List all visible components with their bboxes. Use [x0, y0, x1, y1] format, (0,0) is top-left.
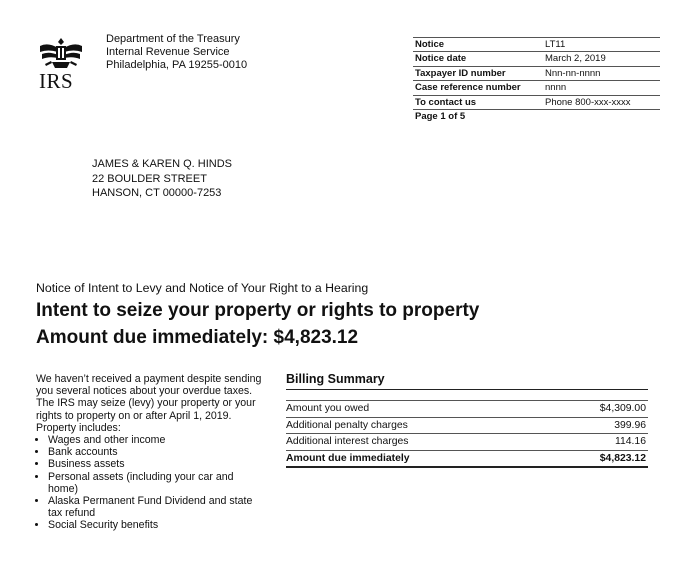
- taxpayer-id-row: [413, 67, 660, 81]
- department-line: Department of the Treasury: [106, 33, 240, 45]
- recipient-address: [92, 157, 232, 201]
- page-title: Intent to seize your property or rights to property: [36, 300, 480, 321]
- case-reference-row: [413, 81, 660, 95]
- notice-row: [413, 37, 660, 52]
- sender-address: [106, 33, 247, 72]
- contact-label: To contact us: [415, 96, 477, 108]
- property-list: [36, 434, 266, 532]
- billing-label: Additional interest charges: [286, 436, 409, 447]
- billing-summary-title: Billing Summary: [286, 372, 648, 390]
- billing-amount: $4,309.00: [599, 403, 646, 414]
- eagle-emblem-icon: [36, 36, 86, 70]
- notice-body: [36, 373, 266, 532]
- notice-subtitle: Notice of Intent to Levy and Notice of Your Right to a Hearing: [36, 281, 369, 295]
- table-row: [286, 434, 648, 451]
- notice-value: LT11: [545, 39, 566, 50]
- notice-info-table: [413, 37, 660, 122]
- recipient-street: 22 BOULDER STREET: [92, 172, 207, 185]
- billing-table: [286, 400, 648, 468]
- list-item: • Bank accounts: [48, 446, 266, 458]
- notice-date-label: Notice date: [415, 53, 467, 65]
- recipient-city: HANSON, CT 00000-7253: [92, 187, 222, 199]
- billing-amount: 399.96: [614, 419, 646, 431]
- total-row: [286, 451, 648, 469]
- agency-line: Internal Revenue Service: [106, 46, 230, 58]
- amount-due-heading: Amount due immediately: $4,823.12: [36, 327, 359, 348]
- taxpayer-id-value: Nnn-nn-nnnn: [545, 67, 601, 79]
- property-label: Property includes:: [36, 421, 121, 434]
- city-line: Philadelphia, PA 19255-0010: [106, 59, 248, 71]
- notice-label: Notice: [415, 39, 445, 50]
- total-label: Amount due immediately: [286, 452, 410, 464]
- contact-row: [413, 96, 660, 110]
- case-reference-value: nnnn: [545, 82, 567, 94]
- table-row: [286, 418, 648, 435]
- list-item: • Personal assets (including your car and home): [48, 471, 266, 495]
- notice-paragraph: We haven’t received a payment despite sending you several notices about your overdue taxes. The IRS may seize (levy) your property or your rights to property on or after April 1, 2019.: [36, 373, 262, 422]
- irs-logo: [36, 36, 88, 94]
- total-amount: $4,823.12: [599, 452, 646, 464]
- list-item: • Wages and other income: [48, 434, 266, 446]
- list-item: • Business assets: [48, 458, 266, 470]
- table-row: [286, 400, 648, 418]
- billing-label: Additional penalty charges: [286, 419, 408, 431]
- billing-label: Amount you owed: [286, 403, 370, 414]
- list-item: • Alaska Permanent Fund Dividend and state tax refund: [48, 495, 266, 519]
- billing-summary: [286, 372, 648, 468]
- contact-phone: Phone 800-xxx-xxxx: [545, 96, 631, 108]
- taxpayer-id-label: Taxpayer ID number: [415, 67, 506, 79]
- irs-logo-text: IRS: [39, 69, 74, 93]
- list-item: • Social Security benefits: [48, 519, 266, 531]
- notice-date-row: [413, 52, 660, 66]
- notice-date-value: March 2, 2019: [545, 53, 606, 65]
- page-indicator: Page 1 of 5: [415, 110, 466, 122]
- case-reference-label: Case reference number: [415, 82, 521, 94]
- recipient-name: JAMES & KAREN Q. HINDS: [92, 158, 232, 170]
- billing-amount: 114.16: [614, 436, 646, 447]
